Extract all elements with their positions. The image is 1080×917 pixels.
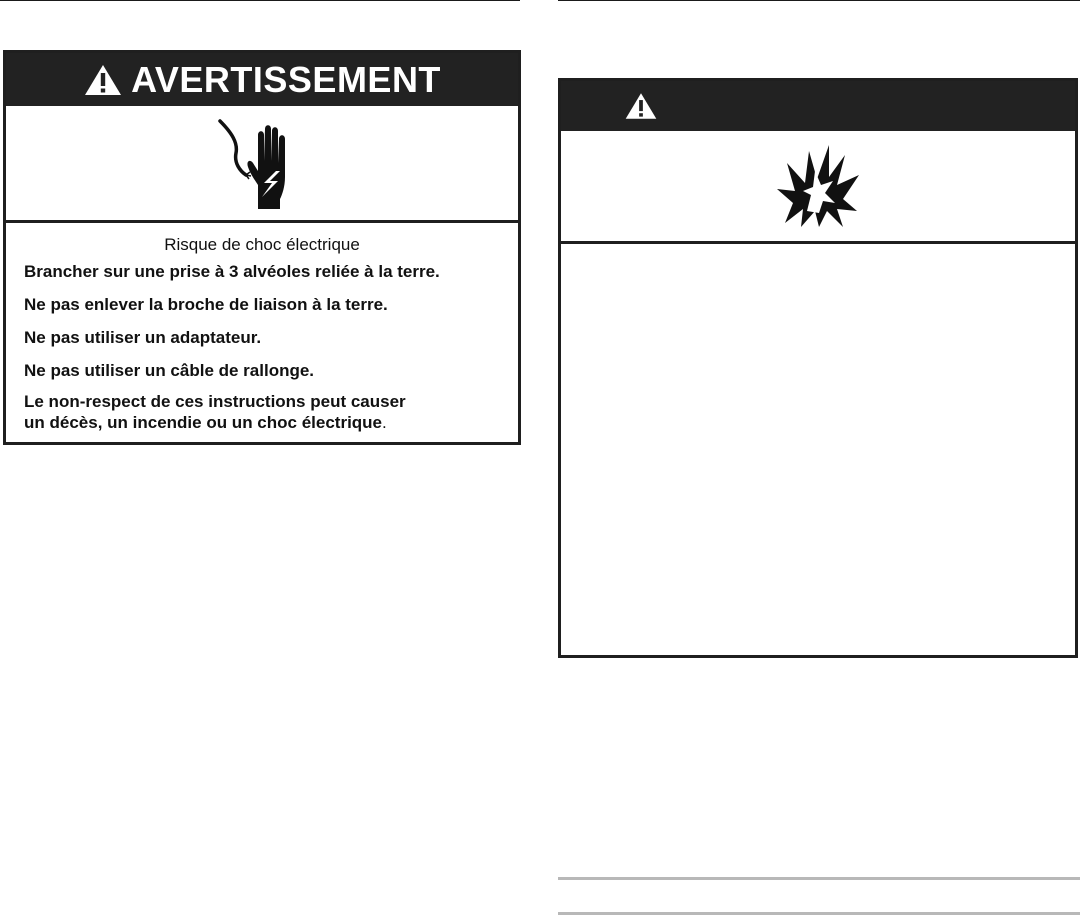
warning-consequence-2-text: un décès, un incendie ou un choc électrique: [24, 413, 383, 432]
left-warning-text: [6, 233, 518, 432]
right-warning-box: [558, 78, 1078, 658]
left-warning-box: [3, 50, 521, 445]
warning-line-2: Ne pas enlever la broche de liaison à la terre.: [24, 295, 388, 314]
electric-shock-hand-icon: [212, 113, 312, 213]
explosion-icon: [773, 141, 863, 231]
bottom-rule-1: [558, 877, 1080, 880]
warning-line-4: Ne pas utiliser un câble de rallonge.: [24, 361, 315, 380]
right-warning-divider: [561, 241, 1075, 244]
bottom-rule-2: [558, 912, 1080, 915]
warning-triangle-icon: [624, 91, 658, 121]
warning-line-1: Brancher sur une prise à 3 alvéoles reliée à la terre.: [24, 262, 440, 281]
warning-header-title: AVERTISSEMENT: [131, 58, 441, 100]
right-warning-header: [561, 81, 1075, 131]
warning-heading: Risque de choc électrique: [164, 235, 360, 254]
top-rule-right: [558, 0, 1080, 1]
left-warning-divider: [6, 220, 518, 223]
warning-line-3: Ne pas utiliser un adaptateur.: [24, 328, 262, 347]
warning-consequence-2: [24, 413, 387, 433]
warning-consequence-period: .: [382, 413, 387, 432]
warning-triangle-icon: [83, 63, 123, 97]
left-hazard-icon-zone: [6, 106, 518, 220]
warning-consequence-1: Le non-respect de ces instructions peut causer: [24, 392, 406, 411]
left-warning-header: [6, 53, 518, 106]
top-rule-left: [0, 0, 520, 1]
right-hazard-icon-zone: [561, 131, 1075, 241]
